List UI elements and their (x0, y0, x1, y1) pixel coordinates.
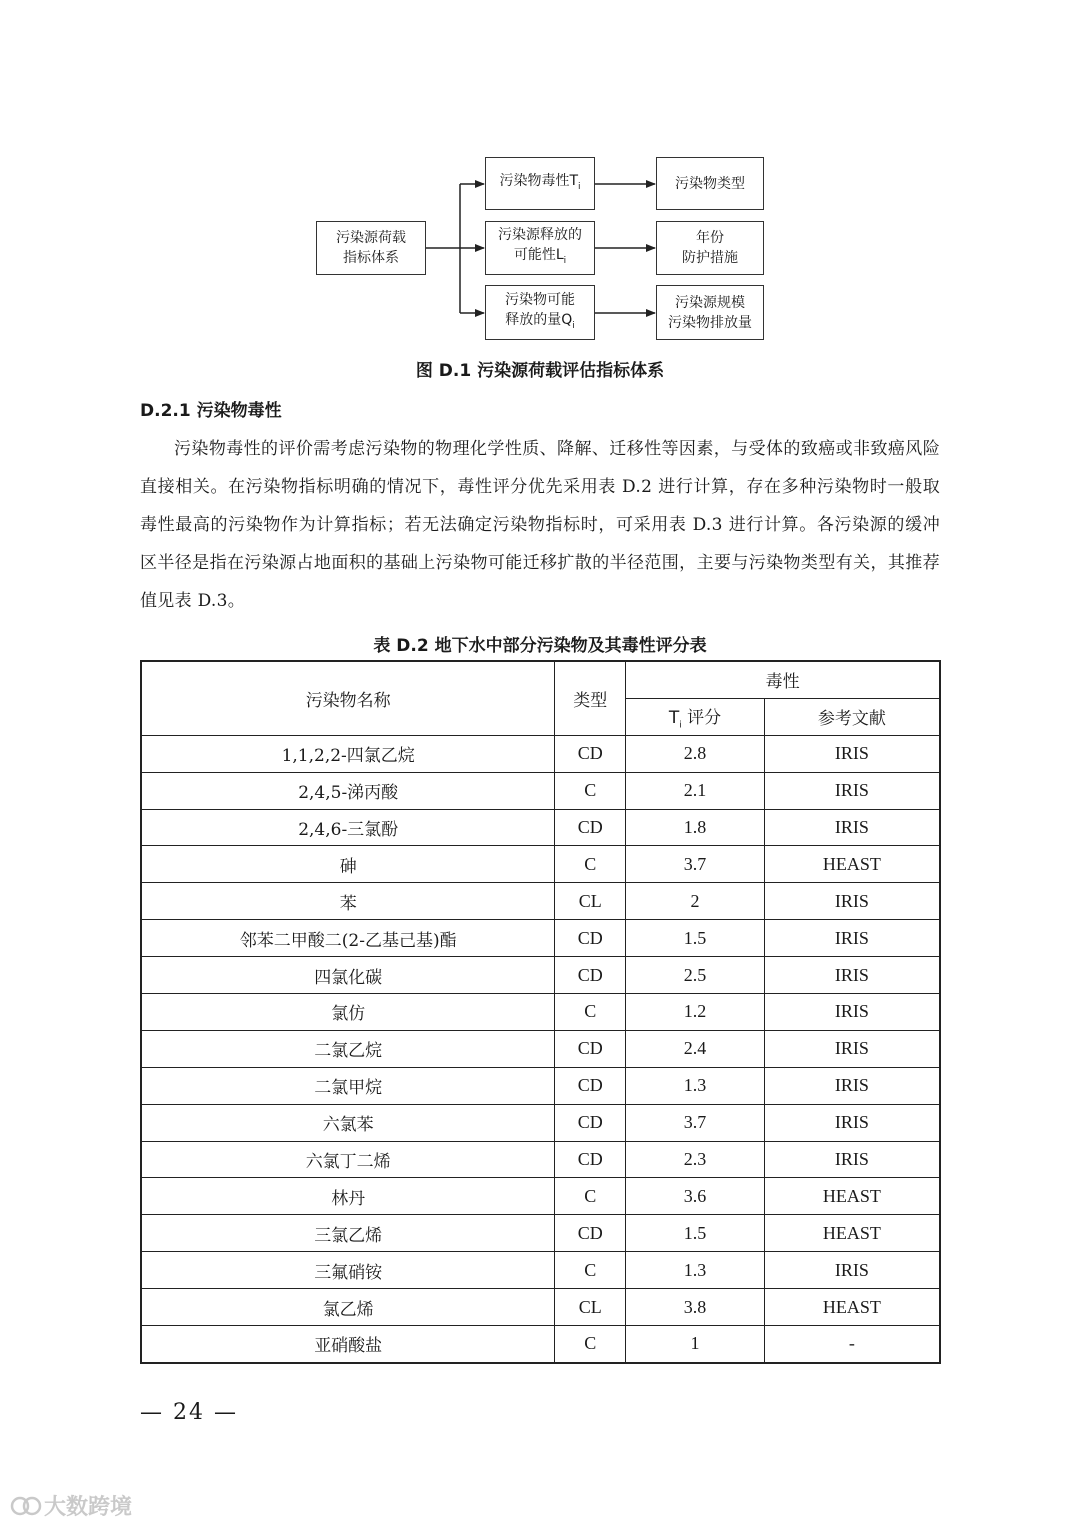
table-row (141, 1030, 940, 1067)
cell-name: 林丹 (141, 1178, 555, 1215)
table-row (141, 1289, 940, 1326)
cell-reference: IRIS (764, 809, 940, 846)
table-row (141, 883, 940, 920)
cell-reference: - (764, 1326, 940, 1363)
cell-score: 2 (626, 883, 765, 920)
cell-reference: IRIS (764, 920, 940, 957)
table-row (141, 1215, 940, 1252)
table-row (141, 735, 940, 772)
cell-type: CD (555, 735, 626, 772)
cell-score: 3.8 (626, 1289, 765, 1326)
header-reference: 参考文献 (764, 698, 940, 735)
toxicity-table (140, 660, 941, 1364)
cell-score: 3.7 (626, 846, 765, 883)
cell-name: 苯 (141, 883, 555, 920)
cell-type: CL (555, 883, 626, 920)
cell-type: C (555, 1178, 626, 1215)
cell-name: 1,1,2,2-四氯乙烷 (141, 735, 555, 772)
cell-score: 1.3 (626, 1067, 765, 1104)
table-row (141, 1252, 940, 1289)
cell-name: 砷 (141, 846, 555, 883)
cell-name: 四氯化碳 (141, 957, 555, 994)
watermark-logo-icon (10, 1493, 44, 1519)
table-row (141, 1326, 940, 1363)
diagram-scale-emission-box: 污染源规模 污染物排放量 (656, 285, 764, 340)
cell-type: CD (555, 957, 626, 994)
cell-score: 3.6 (626, 1178, 765, 1215)
cell-name: 六氯丁二烯 (141, 1141, 555, 1178)
cell-reference: IRIS (764, 772, 940, 809)
cell-score: 1.5 (626, 920, 765, 957)
cell-name: 三氯乙烯 (141, 1215, 555, 1252)
cell-name: 二氯乙烷 (141, 1030, 555, 1067)
figure-caption: 图 D.1 污染源荷载评估指标体系 (415, 361, 665, 381)
cell-type: CD (555, 1067, 626, 1104)
cell-name: 氯乙烯 (141, 1289, 555, 1326)
table-row (141, 1178, 940, 1215)
section-paragraph: 污染物毒性的评价需考虑污染物的物理化学性质、降解、迁移性等因素，与受体的致癌或非致癌风险直接相关。在污染物指标明确的情况下，毒性评分优先采用表 D.2 进行计算，存在多种污染物时一般取毒性最高的污染物作为计算指标；若无法确定污染物指标时，可采用表 D.3 进行计算。各污染源的缓冲区半径是指在污染源占地面积的基础上污染物可能迁移扩散的半径范围，主要与污染物类型有关，其推荐值见表 D.3。 (140, 439, 940, 611)
cell-score: 2.3 (626, 1141, 765, 1178)
cell-reference: IRIS (764, 1141, 940, 1178)
table-row (141, 846, 940, 883)
table-row (141, 1141, 940, 1178)
header-pollutant-name: 污染物名称 (141, 661, 555, 735)
cell-name: 2,4,6-三氯酚 (141, 809, 555, 846)
cell-score: 1.3 (626, 1252, 765, 1289)
cell-score: 2.1 (626, 772, 765, 809)
watermark: 大数跨境 (10, 1490, 132, 1521)
cell-score: 1.2 (626, 994, 765, 1031)
cell-reference: IRIS (764, 1030, 940, 1067)
header-score: $T_i$ 评分 (626, 698, 765, 735)
header-toxicity: 毒性 (626, 661, 940, 698)
cell-score: 2.4 (626, 1030, 765, 1067)
table-caption: 表 D.2 地下水中部分污染物及其毒性评分表 (373, 636, 707, 656)
cell-type: CD (555, 1030, 626, 1067)
table-body (141, 735, 940, 1363)
cell-reference: IRIS (764, 1104, 940, 1141)
cell-reference: IRIS (764, 1067, 940, 1104)
cell-score: 2.8 (626, 735, 765, 772)
cell-reference: IRIS (764, 883, 940, 920)
cell-type: CD (555, 809, 626, 846)
cell-score: 1.5 (626, 1215, 765, 1252)
cell-type: CD (555, 1141, 626, 1178)
cell-reference: IRIS (764, 1252, 940, 1289)
cell-score: 1 (626, 1326, 765, 1363)
diagram-root-box: 污染源荷载 指标体系 (316, 221, 426, 275)
cell-name: 2,4,5-涕丙酸 (141, 772, 555, 809)
cell-reference: HEAST (764, 1178, 940, 1215)
cell-type: CL (555, 1289, 626, 1326)
cell-type: C (555, 1252, 626, 1289)
cell-name: 六氯苯 (141, 1104, 555, 1141)
cell-reference: HEAST (764, 1215, 940, 1252)
diagram-release-likelihood-box: 污染源释放的 可能性$L_i$ (485, 221, 595, 275)
cell-score: 1.8 (626, 809, 765, 846)
cell-type: C (555, 772, 626, 809)
cell-type: CD (555, 1215, 626, 1252)
cell-name: 三氟硝铵 (141, 1252, 555, 1289)
table-row (141, 957, 940, 994)
section-heading: D.2.1 污染物毒性 (140, 401, 282, 421)
cell-reference: IRIS (764, 735, 940, 772)
cell-type: C (555, 994, 626, 1031)
cell-reference: HEAST (764, 846, 940, 883)
cell-score: 3.7 (626, 1104, 765, 1141)
diagram-toxicity-box: 污染物毒性$T_i$ (485, 157, 595, 210)
cell-name: 氯仿 (141, 994, 555, 1031)
cell-score: 2.5 (626, 957, 765, 994)
header-type: 类型 (555, 661, 626, 735)
cell-name: 邻苯二甲酸二(2-乙基己基)酯 (141, 920, 555, 957)
page-number: — 24 — (140, 1400, 238, 1425)
cell-type: C (555, 846, 626, 883)
table-row (141, 994, 940, 1031)
cell-type: CD (555, 1104, 626, 1141)
cell-reference: HEAST (764, 1289, 940, 1326)
cell-type: CD (555, 920, 626, 957)
table-row (141, 1067, 940, 1104)
table-row (141, 920, 940, 957)
table-row (141, 809, 940, 846)
indicator-diagram (0, 0, 1080, 340)
diagram-year-protection-box: 年份 防护措施 (656, 221, 764, 275)
table-row (141, 1104, 940, 1141)
cell-reference: IRIS (764, 994, 940, 1031)
diagram-pollutant-type-box: 污染物类型 (656, 157, 764, 210)
cell-reference: IRIS (764, 957, 940, 994)
cell-type: C (555, 1326, 626, 1363)
table-row (141, 772, 940, 809)
cell-name: 亚硝酸盐 (141, 1326, 555, 1363)
diagram-release-amount-box: 污染物可能 释放的量$Q_i$ (485, 285, 595, 340)
cell-name: 二氯甲烷 (141, 1067, 555, 1104)
